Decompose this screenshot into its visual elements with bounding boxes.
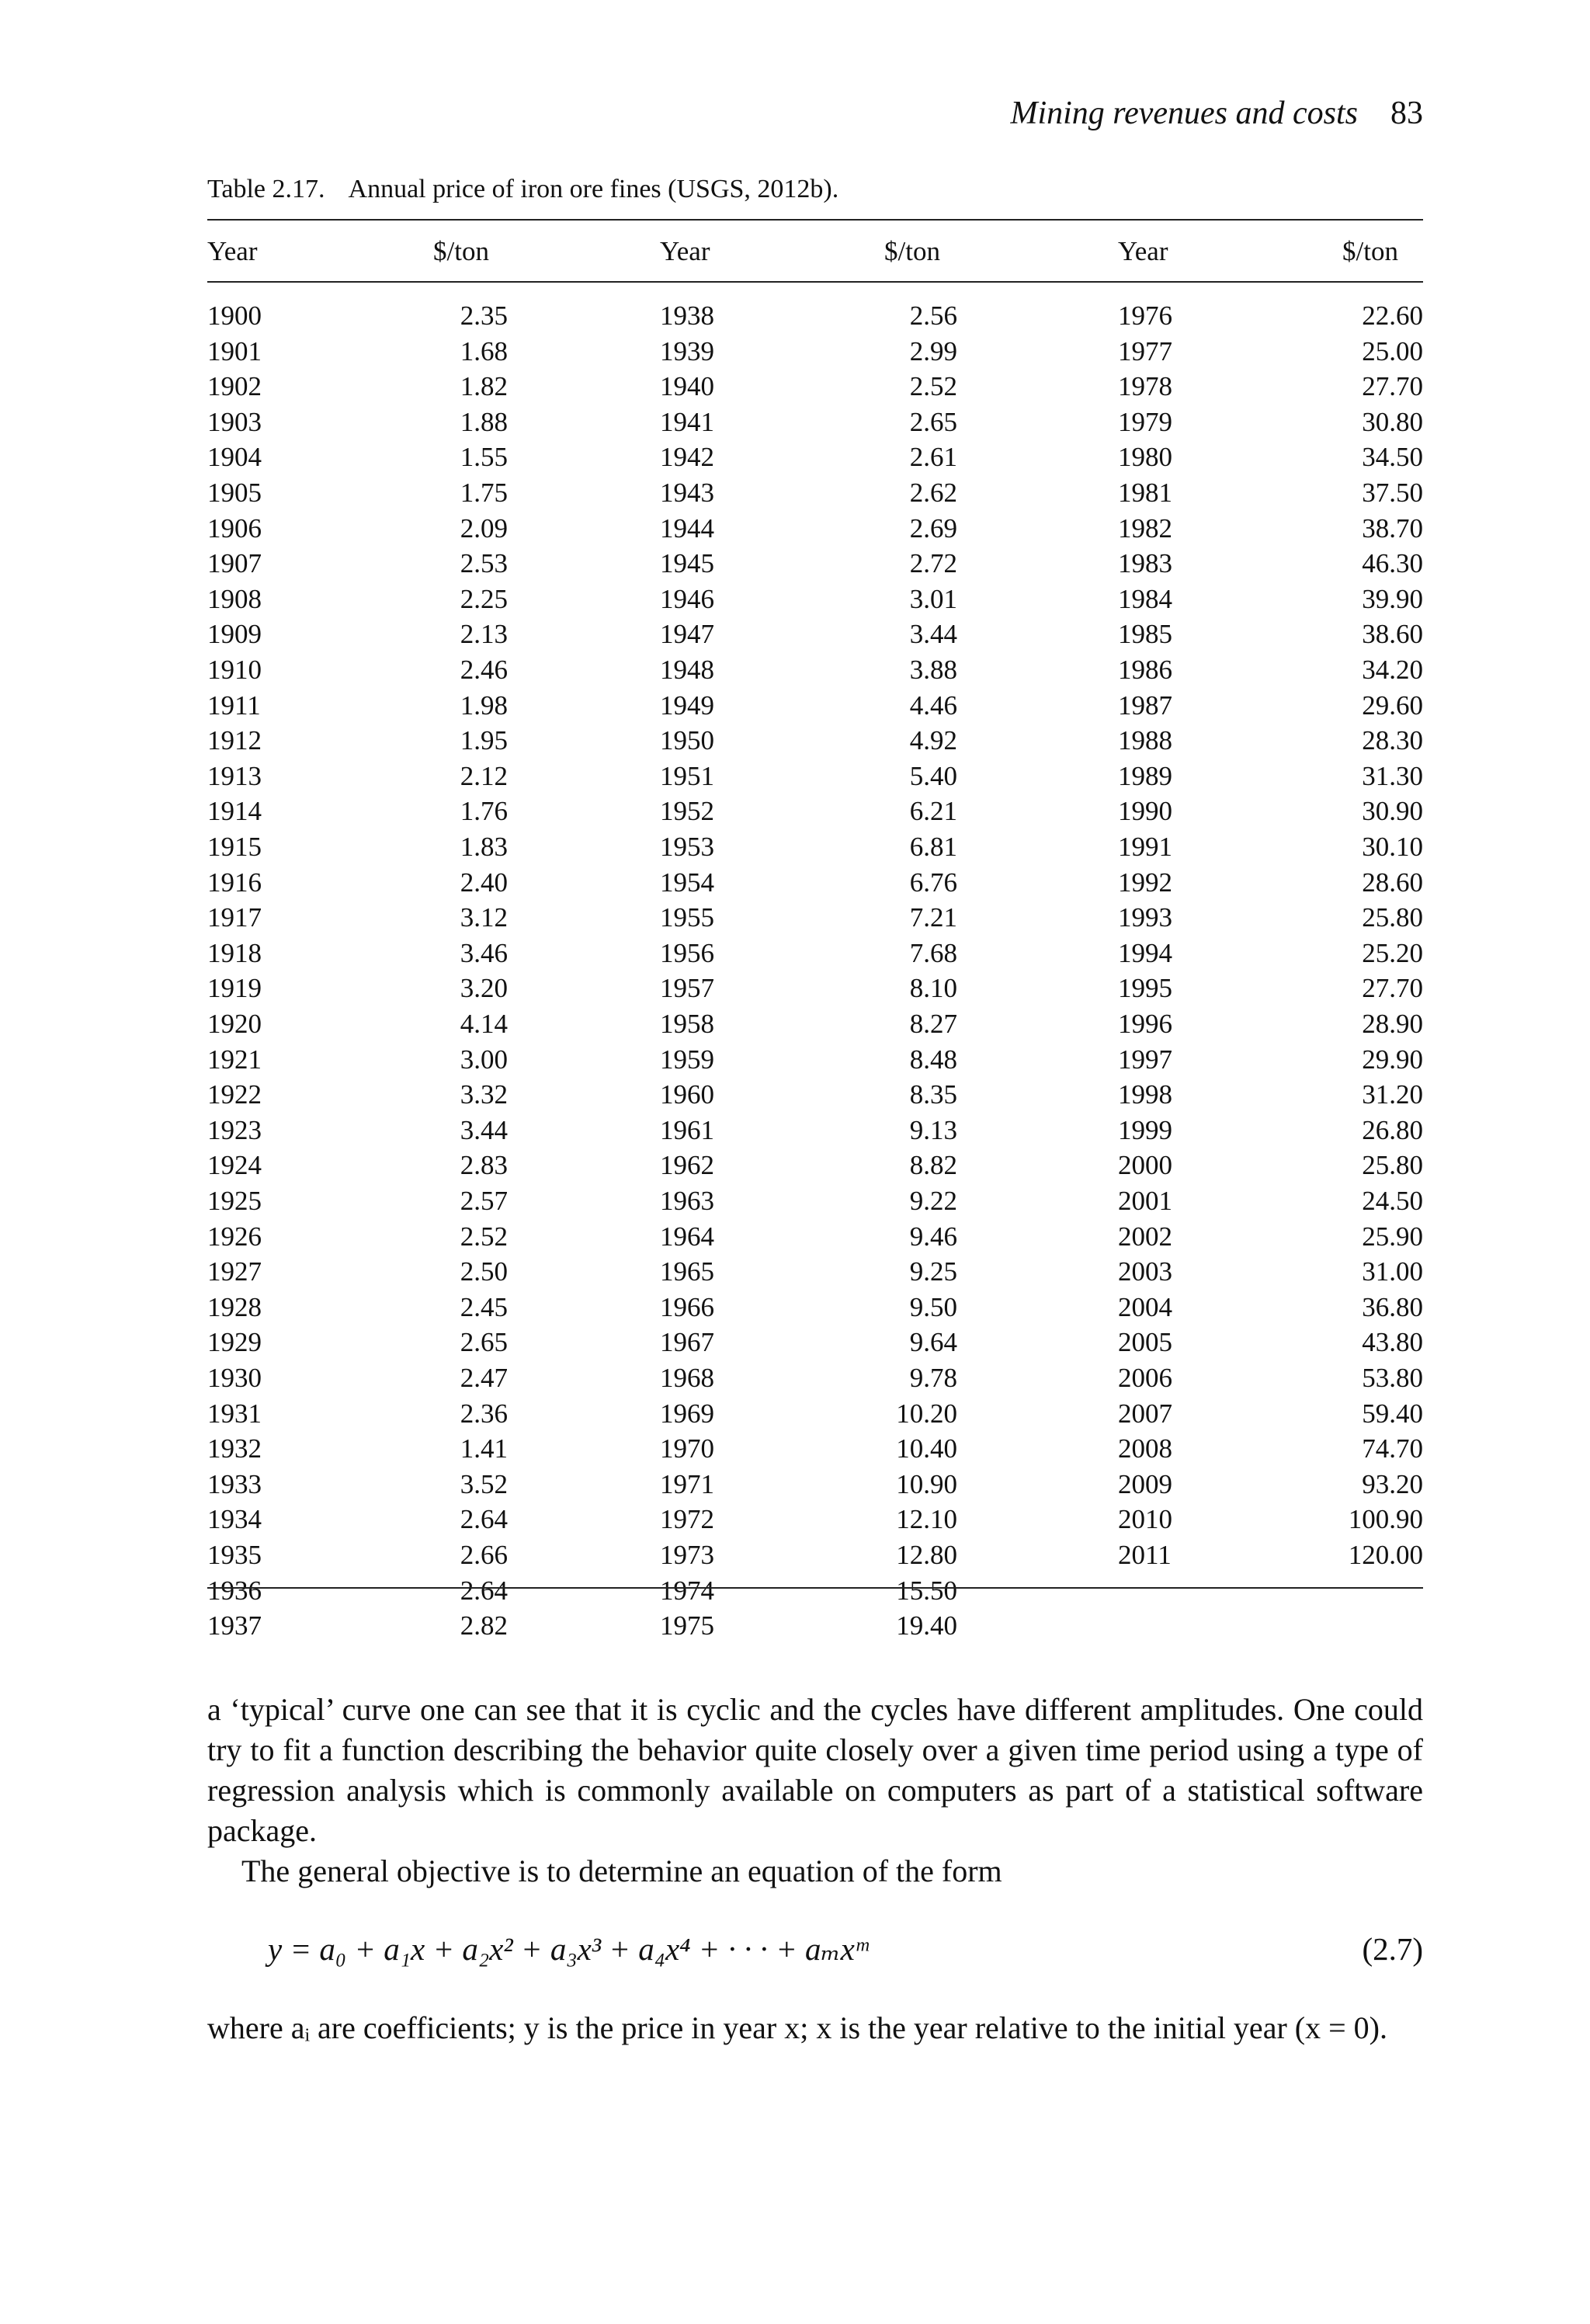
cell-price: 30.90 <box>1362 796 1423 827</box>
cell-price: 28.90 <box>1362 1009 1423 1039</box>
cell-price: 38.60 <box>1362 619 1423 650</box>
cell-year: 2010 <box>1118 1504 1172 1535</box>
cell-price: 19.40 <box>896 1610 957 1641</box>
cell-price: 25.00 <box>1362 335 1423 366</box>
cell-price: 3.52 <box>460 1468 508 1499</box>
cell-year: 1928 <box>207 1291 262 1322</box>
cell-price: 26.80 <box>1362 1114 1423 1145</box>
body-paragraph: a ‘typical’ curve one can see that it is cyclic and the cycles have different amplitudes. One could try to fit a function describing the behavior quite closely over a given time period using a type of regression analysis which is commonly available on computers as part of a statistical software package. <box>207 1692 1423 1848</box>
cell-price: 25.80 <box>1362 1150 1423 1181</box>
running-header <box>207 92 1423 135</box>
cell-price: 2.57 <box>460 1186 508 1216</box>
cell-year: 1918 <box>207 937 262 968</box>
cell-price: 4.92 <box>909 725 957 756</box>
column-header-price: $/ton <box>433 236 489 266</box>
cell-year: 1901 <box>207 335 262 366</box>
cell-price: 34.50 <box>1362 442 1423 473</box>
cell-year: 1920 <box>207 1009 262 1039</box>
cell-year: 1931 <box>207 1398 262 1429</box>
cell-year: 1938 <box>660 300 714 331</box>
cell-year: 1922 <box>207 1079 262 1110</box>
cell-year: 1908 <box>207 583 262 614</box>
cell-price: 2.83 <box>460 1150 508 1181</box>
cell-price: 6.76 <box>909 867 957 898</box>
cell-price: 12.80 <box>896 1540 957 1570</box>
body-paragraph: where aᵢ are coefficients; y is the price in year x; x is the year relative to the initial year (x = 0). <box>207 2010 1387 2045</box>
cell-year: 1960 <box>660 1079 714 1110</box>
cell-year: 2001 <box>1118 1186 1172 1216</box>
cell-year: 1980 <box>1118 442 1172 473</box>
cell-year: 1999 <box>1118 1114 1172 1145</box>
cell-year: 1942 <box>660 442 714 473</box>
cell-price: 2.65 <box>909 406 957 437</box>
cell-year: 1930 <box>207 1363 262 1393</box>
caption-label: Table 2.17. <box>207 175 325 203</box>
cell-price: 2.64 <box>460 1575 508 1606</box>
cell-year: 1912 <box>207 725 262 756</box>
cell-price: 2.99 <box>909 335 957 366</box>
cell-year: 1937 <box>207 1610 262 1641</box>
cell-year: 2007 <box>1118 1398 1172 1429</box>
cell-price: 29.90 <box>1362 1044 1423 1075</box>
cell-year: 1984 <box>1118 583 1172 614</box>
cell-price: 100.90 <box>1348 1504 1423 1535</box>
cell-price: 2.69 <box>909 512 957 544</box>
cell-year: 1987 <box>1118 690 1172 721</box>
cell-price: 2.09 <box>460 512 508 544</box>
cell-price: 1.75 <box>460 478 508 508</box>
cell-year: 1970 <box>660 1433 714 1464</box>
cell-year: 1915 <box>207 832 262 862</box>
cell-price: 1.68 <box>460 335 508 366</box>
cell-price: 34.20 <box>1362 655 1423 685</box>
cell-price: 2.25 <box>460 583 508 614</box>
cell-price: 9.22 <box>909 1186 957 1216</box>
cell-year: 1906 <box>207 512 262 544</box>
cell-year: 2011 <box>1118 1540 1172 1570</box>
cell-year: 1981 <box>1118 478 1172 508</box>
cell-year: 1965 <box>660 1256 714 1287</box>
cell-price: 3.44 <box>909 619 957 650</box>
cell-price: 28.30 <box>1362 725 1423 756</box>
table-caption <box>207 172 1423 207</box>
cell-year: 1975 <box>660 1610 714 1641</box>
cell-price: 2.52 <box>460 1221 508 1252</box>
cell-year: 1929 <box>207 1327 262 1358</box>
cell-year: 1902 <box>207 371 262 402</box>
cell-year: 1903 <box>207 406 262 437</box>
cell-year: 1969 <box>660 1398 714 1429</box>
cell-year: 1958 <box>660 1009 714 1039</box>
cell-year: 1963 <box>660 1186 714 1216</box>
cell-price: 36.80 <box>1362 1291 1423 1322</box>
cell-year: 1998 <box>1118 1079 1172 1110</box>
cell-price: 1.95 <box>460 725 508 756</box>
equation: y = a₀ + a₁x + a₂x² + a₃x³ + a₄x⁴ + · · · + aₘxᵐ <box>268 1931 868 1967</box>
cell-year: 1997 <box>1118 1044 1172 1075</box>
column-header-year: Year <box>207 236 258 266</box>
cell-price: 1.55 <box>460 442 508 473</box>
cell-price: 12.10 <box>896 1504 957 1535</box>
cell-year: 1935 <box>207 1540 262 1570</box>
page-number: 83 <box>1390 96 1423 131</box>
cell-price: 3.01 <box>909 583 957 614</box>
cell-year: 1905 <box>207 478 262 508</box>
cell-price: 2.52 <box>909 371 957 402</box>
cell-year: 2003 <box>1118 1256 1172 1287</box>
cell-price: 2.46 <box>460 655 508 685</box>
cell-price: 53.80 <box>1362 1363 1423 1393</box>
cell-price: 2.62 <box>909 478 957 508</box>
cell-year: 1900 <box>207 300 262 331</box>
cell-price: 2.66 <box>460 1540 508 1570</box>
cell-year: 1945 <box>660 548 714 579</box>
cell-year: 1917 <box>207 902 262 933</box>
cell-year: 1971 <box>660 1468 714 1499</box>
cell-year: 1996 <box>1118 1009 1172 1039</box>
cell-year: 1907 <box>207 548 262 579</box>
cell-year: 2006 <box>1118 1363 1172 1393</box>
cell-year: 2005 <box>1118 1327 1172 1358</box>
cell-price: 24.50 <box>1362 1186 1423 1216</box>
cell-price: 3.32 <box>460 1079 508 1110</box>
cell-price: 2.35 <box>460 300 508 331</box>
cell-year: 1979 <box>1118 406 1172 437</box>
cell-price: 22.60 <box>1362 300 1423 331</box>
cell-price: 9.46 <box>909 1221 957 1252</box>
cell-price: 25.90 <box>1362 1221 1423 1252</box>
cell-year: 1934 <box>207 1504 262 1535</box>
cell-year: 1994 <box>1118 937 1172 968</box>
cell-year: 1924 <box>207 1150 262 1181</box>
cell-price: 4.14 <box>460 1009 508 1039</box>
cell-year: 2000 <box>1118 1150 1172 1181</box>
cell-price: 9.50 <box>909 1291 957 1322</box>
cell-price: 120.00 <box>1348 1540 1423 1570</box>
cell-price: 3.00 <box>460 1044 508 1075</box>
cell-price: 3.20 <box>460 973 508 1004</box>
cell-year: 1933 <box>207 1468 262 1499</box>
cell-year: 1993 <box>1118 902 1172 933</box>
cell-price: 8.10 <box>909 973 957 1004</box>
cell-price: 2.45 <box>460 1291 508 1322</box>
cell-price: 8.35 <box>909 1079 957 1110</box>
cell-year: 1926 <box>207 1221 262 1252</box>
cell-year: 1967 <box>660 1327 714 1358</box>
cell-price: 2.12 <box>460 760 508 791</box>
cell-price: 10.20 <box>896 1398 957 1429</box>
cell-year: 1919 <box>207 973 262 1004</box>
cell-year: 1939 <box>660 335 714 366</box>
cell-price: 74.70 <box>1362 1433 1423 1464</box>
cell-price: 2.47 <box>460 1363 508 1393</box>
column-header-year: Year <box>1118 236 1168 266</box>
cell-price: 1.76 <box>460 796 508 827</box>
cell-year: 1921 <box>207 1044 262 1075</box>
cell-year: 1956 <box>660 937 714 968</box>
cell-price: 1.88 <box>460 406 508 437</box>
cell-price: 3.12 <box>460 902 508 933</box>
cell-price: 38.70 <box>1362 512 1423 544</box>
cell-price: 10.90 <box>896 1468 957 1499</box>
cell-price: 2.72 <box>909 548 957 579</box>
column-header-year: Year <box>660 236 710 266</box>
cell-year: 1982 <box>1118 512 1172 544</box>
cell-year: 1989 <box>1118 760 1172 791</box>
cell-price: 2.50 <box>460 1256 508 1287</box>
column-header-price: $/ton <box>1342 236 1398 266</box>
cell-year: 1911 <box>207 690 261 721</box>
cell-year: 1955 <box>660 902 714 933</box>
cell-price: 9.13 <box>909 1114 957 1145</box>
cell-year: 1959 <box>660 1044 714 1075</box>
cell-price: 8.27 <box>909 1009 957 1039</box>
cell-price: 39.90 <box>1362 583 1423 614</box>
cell-year: 1978 <box>1118 371 1172 402</box>
cell-year: 1995 <box>1118 973 1172 1004</box>
cell-year: 1983 <box>1118 548 1172 579</box>
cell-price: 29.60 <box>1362 690 1423 721</box>
caption-text: Annual price of iron ore fines (USGS, 2012b). <box>348 175 839 203</box>
cell-price: 2.64 <box>460 1504 508 1535</box>
cell-year: 1974 <box>660 1575 714 1606</box>
cell-price: 30.80 <box>1362 406 1423 437</box>
cell-price: 10.40 <box>896 1433 957 1464</box>
cell-price: 2.56 <box>909 300 957 331</box>
cell-year: 1923 <box>207 1114 262 1145</box>
cell-price: 43.80 <box>1362 1327 1423 1358</box>
cell-price: 31.30 <box>1362 760 1423 791</box>
cell-price: 27.70 <box>1362 371 1423 402</box>
cell-year: 2008 <box>1118 1433 1172 1464</box>
cell-year: 1936 <box>207 1575 262 1606</box>
cell-year: 1913 <box>207 760 262 791</box>
cell-year: 1954 <box>660 867 714 898</box>
cell-price: 59.40 <box>1362 1398 1423 1429</box>
cell-year: 1943 <box>660 478 714 508</box>
cell-price: 2.82 <box>460 1610 508 1641</box>
equation-number: (2.7) <box>1362 1931 1423 1967</box>
cell-price: 31.20 <box>1362 1079 1423 1110</box>
cell-year: 1953 <box>660 832 714 862</box>
cell-year: 1952 <box>660 796 714 827</box>
cell-year: 1950 <box>660 725 714 756</box>
cell-price: 7.68 <box>909 937 957 968</box>
running-title: Mining revenues and costs <box>1010 96 1358 131</box>
cell-year: 1948 <box>660 655 714 685</box>
table-header-rule <box>207 281 1423 283</box>
cell-year: 1932 <box>207 1433 262 1464</box>
cell-price: 2.65 <box>460 1327 508 1358</box>
cell-price: 5.40 <box>909 760 957 791</box>
cell-year: 1966 <box>660 1291 714 1322</box>
cell-year: 1951 <box>660 760 714 791</box>
column-header-price: $/ton <box>884 236 940 266</box>
cell-price: 2.13 <box>460 619 508 650</box>
cell-year: 1964 <box>660 1221 714 1252</box>
cell-price: 9.78 <box>909 1363 957 1393</box>
cell-price: 46.30 <box>1362 548 1423 579</box>
cell-price: 93.20 <box>1362 1468 1423 1499</box>
cell-price: 7.21 <box>909 902 957 933</box>
cell-year: 2009 <box>1118 1468 1172 1499</box>
cell-year: 1914 <box>207 796 262 827</box>
cell-price: 25.80 <box>1362 902 1423 933</box>
cell-price: 9.64 <box>909 1327 957 1358</box>
cell-year: 2004 <box>1118 1291 1172 1322</box>
cell-year: 1986 <box>1118 655 1172 685</box>
cell-year: 1916 <box>207 867 262 898</box>
cell-price: 15.50 <box>896 1575 957 1606</box>
cell-price: 3.44 <box>460 1114 508 1145</box>
cell-price: 2.61 <box>909 442 957 473</box>
cell-price: 8.48 <box>909 1044 957 1075</box>
cell-year: 1941 <box>660 406 714 437</box>
cell-price: 37.50 <box>1362 478 1423 508</box>
cell-price: 1.83 <box>460 832 508 862</box>
cell-year: 1944 <box>660 512 714 544</box>
cell-year: 1904 <box>207 442 262 473</box>
cell-year: 1988 <box>1118 725 1172 756</box>
cell-year: 1976 <box>1118 300 1172 331</box>
cell-year: 1947 <box>660 619 714 650</box>
cell-year: 1957 <box>660 973 714 1004</box>
cell-year: 1985 <box>1118 619 1172 650</box>
body-paragraph: The general objective is to determine an equation of the form <box>241 1853 1002 1888</box>
cell-price: 30.10 <box>1362 832 1423 862</box>
cell-price: 27.70 <box>1362 973 1423 1004</box>
cell-price: 9.25 <box>909 1256 957 1287</box>
cell-year: 1946 <box>660 583 714 614</box>
cell-price: 25.20 <box>1362 937 1423 968</box>
cell-year: 1962 <box>660 1150 714 1181</box>
cell-year: 1940 <box>660 371 714 402</box>
cell-price: 1.98 <box>460 690 508 721</box>
cell-price: 28.60 <box>1362 867 1423 898</box>
cell-year: 1968 <box>660 1363 714 1393</box>
cell-price: 4.46 <box>909 690 957 721</box>
cell-year: 1977 <box>1118 335 1172 366</box>
table-bottom-rule <box>207 1587 1423 1589</box>
cell-year: 1992 <box>1118 867 1172 898</box>
cell-year: 1949 <box>660 690 714 721</box>
cell-year: 1991 <box>1118 832 1172 862</box>
cell-price: 2.53 <box>460 548 508 579</box>
cell-year: 1925 <box>207 1186 262 1216</box>
cell-price: 6.21 <box>909 796 957 827</box>
cell-year: 1927 <box>207 1256 262 1287</box>
cell-price: 3.46 <box>460 937 508 968</box>
cell-price: 31.00 <box>1362 1256 1423 1287</box>
cell-year: 1909 <box>207 619 262 650</box>
table-top-rule <box>207 219 1423 221</box>
cell-year: 1973 <box>660 1540 714 1570</box>
cell-price: 2.40 <box>460 867 508 898</box>
cell-price: 6.81 <box>909 832 957 862</box>
cell-year: 2002 <box>1118 1221 1172 1252</box>
cell-price: 3.88 <box>909 655 957 685</box>
cell-year: 1961 <box>660 1114 714 1145</box>
cell-year: 1972 <box>660 1504 714 1535</box>
cell-year: 1990 <box>1118 796 1172 827</box>
cell-price: 8.82 <box>909 1150 957 1181</box>
cell-price: 2.36 <box>460 1398 508 1429</box>
cell-price: 1.82 <box>460 371 508 402</box>
cell-price: 1.41 <box>460 1433 508 1464</box>
cell-year: 1910 <box>207 655 262 685</box>
